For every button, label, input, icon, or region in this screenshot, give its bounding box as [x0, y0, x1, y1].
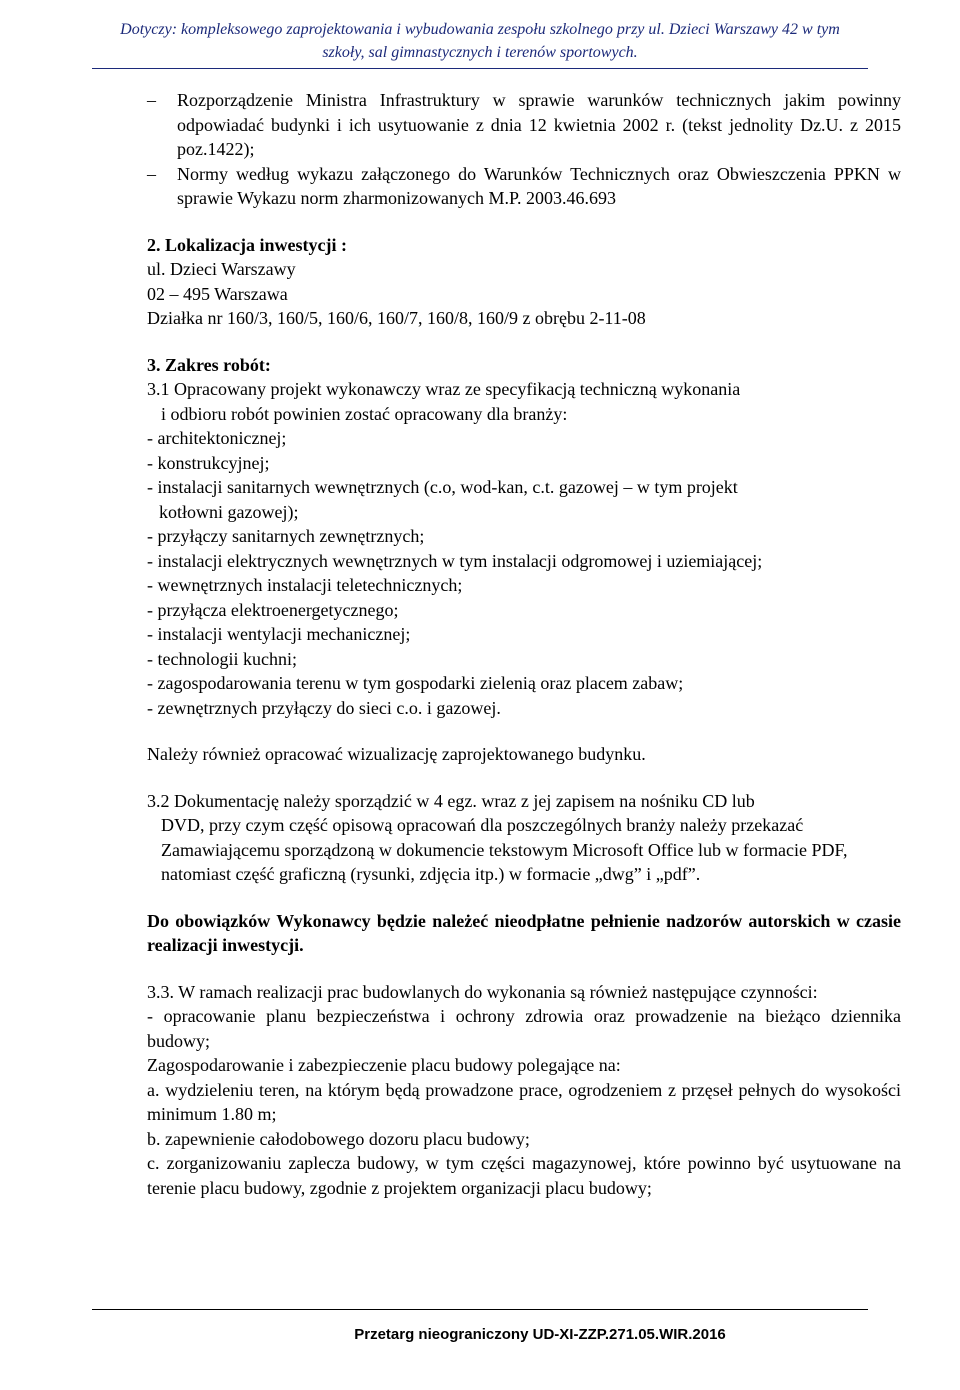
paragraph-3-1-line-2: i odbioru robót powinien zostać opracowany dla branży: — [161, 403, 568, 424]
scope-item: - instalacji elektrycznych wewnętrznych w tym instalacji odgromowej i uziemiającej; — [147, 550, 763, 571]
document-footer — [0, 1326, 960, 1343]
scope-item: - konstrukcyjnej; — [147, 452, 270, 473]
footer-label: Przetarg nieograniczony — [354, 1326, 529, 1343]
address-street: ul. Dzieci Warszawy — [147, 259, 296, 279]
scope-item: - zagospodarowania terenu w tym gospodarki zielenią oraz placem zabaw; — [147, 673, 684, 693]
footer-divider — [92, 1309, 868, 1310]
list-item: - opracowanie planu bezpieczeństwa i ochrony zdrowia oraz prowadzenie na bieżąco dziennika budowy; — [147, 1006, 901, 1051]
scope-item: - architektonicznej; — [147, 428, 287, 448]
scope-item: - technologii kuchni; — [147, 648, 297, 669]
header-line-1: Dotyczy: kompleksowego zaprojektowania i wybudowania zespołu szkolnego przy ul. Dzieci Warszawy 42 w tym — [120, 21, 840, 38]
plot-numbers: Działka nr 160/3, 160/5, 160/6, 160/7, 160/8, 160/9 z obrębu 2-11-08 — [147, 308, 646, 328]
dash-bullet: – — [147, 90, 156, 110]
list-item-text: Rozporządzenie Ministra Infrastruktury w sprawie warunków technicznych jakim powinny odpowiadać budynki i ich usytuowanie z dnia 12 kwietnia 2002 r. (tekst jednolity Dz.U. z 2015 poz.1422); — [177, 90, 901, 159]
scope-item: - instalacji sanitarnych wewnętrznych (c.o, wod-kan, c.t. gazowej – w tym projekt — [147, 477, 738, 497]
scope-item-continuation: kotłowni gazowej); — [159, 501, 299, 522]
list-item: a. wydzieleniu teren, na którym będą prowadzone prace, ogrodzeniem z przęseł pełnych do wysokości minimum 1.80 m; — [147, 1079, 901, 1124]
bold-note: Do obowiązków Wykonawcy będzie należeć nieodpłatne pełnienie nadzorów autorskich w czasie realizacji inwestycji. — [147, 910, 901, 955]
paragraph-3-2-body: DVD, przy czym część opisową opracowań dla poszczególnych branży należy przekazać Zamawiającemu sporządzoną w dokumencie tekstowym Microsoft Office lub w formacie PDF, natomiast część graficzną (rysunki, zdjęcia itp.) w formacie „dwg” i „pdf”. — [161, 815, 848, 884]
scope-item: - wewnętrznych instalacji teletechnicznych; — [147, 575, 463, 595]
document-header — [60, 18, 900, 64]
list-item: c. zorganizowaniu zaplecza budowy, w tym części magazynowej, które powinno być usytuowane na terenie placu budowy, zgodnie z projektem organizacji placu budowy; — [147, 1153, 901, 1198]
address-city: 02 – 495 Warszawa — [147, 283, 288, 304]
section-2-heading: 2. Lokalizacja inwestycji : — [147, 234, 347, 255]
section-3-heading: 3. Zakres robót: — [147, 354, 271, 375]
header-divider — [92, 68, 868, 69]
scope-item: - instalacji wentylacji mechanicznej; — [147, 624, 411, 644]
footer-code: UD-XI-ZZP.271.05.WIR.2016 — [532, 1326, 726, 1343]
scope-item: - przyłącza elektroenergetycznego; — [147, 599, 399, 620]
paragraph-3-2-first-line: 3.2 Dokumentację należy sporządzić w 4 egz. wraz z jej zapisem na nośniku CD lub — [147, 790, 755, 811]
header-line-2: szkoły, sal gimnastycznych i terenów sportowych. — [322, 44, 638, 61]
list-item: Zagospodarowanie i zabezpieczenie placu budowy polegające na: — [147, 1055, 621, 1075]
scope-item: - zewnętrznych przyłączy do sieci c.o. i gazowej. — [147, 697, 501, 718]
document-body — [147, 88, 901, 1200]
paragraph-3-3: 3.3. W ramach realizacji prac budowlanych do wykonania są również następujące czynności: — [147, 981, 818, 1002]
paragraph-3-1-line-1: 3.1 Opracowany projekt wykonawczy wraz ze specyfikacją techniczną wykonania — [147, 379, 741, 399]
list-item-text: Normy według wykazu załączonego do Warunków Technicznych oraz Obwieszczenia PPKN w sprawie Wykazu norm zharmonizowanych M.P. 2003.46.693 — [177, 163, 901, 208]
list-item: b. zapewnienie całodobowego dozoru placu budowy; — [147, 1128, 530, 1149]
list-item — [147, 88, 901, 162]
dash-bullet: – — [147, 163, 156, 184]
scope-item: - przyłączy sanitarnych zewnętrznych; — [147, 526, 425, 546]
visualization-note: Należy również opracować wizualizację zaprojektowanego budynku. — [147, 744, 646, 764]
list-item — [147, 162, 901, 211]
